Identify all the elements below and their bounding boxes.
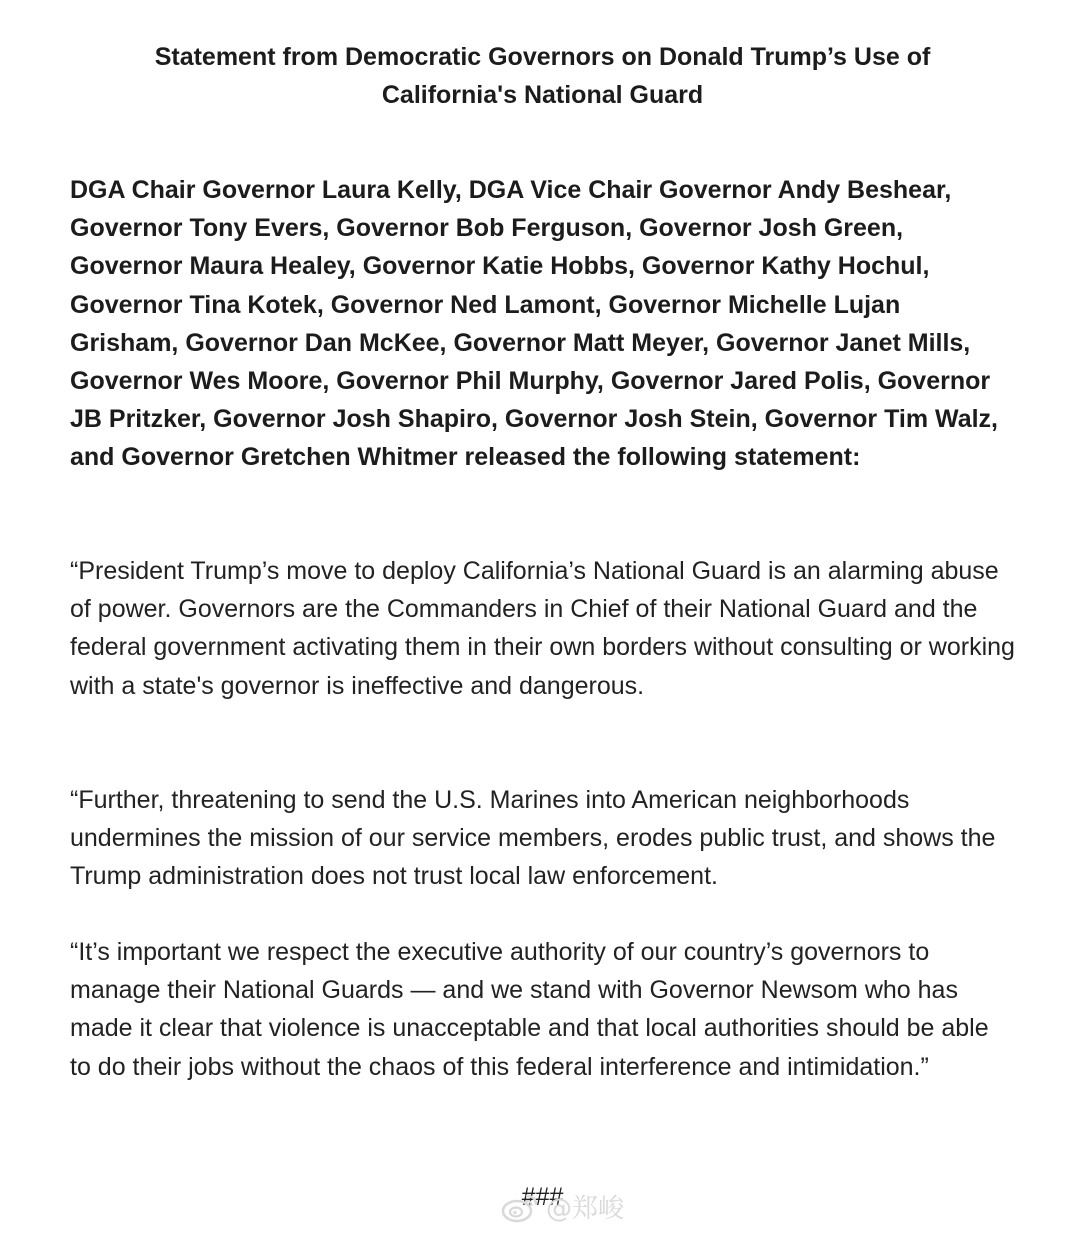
- watermark: [500, 1188, 624, 1225]
- end-mark: ###: [521, 1183, 564, 1211]
- statement-paragraph-1: “President Trump’s move to deploy California’s National Guard is an alarming abuse of power. Governors are the Commanders in Chief of their National Guard and the federal government activating them in their own borders without consulting or working with a state's governor is ineffective and dangerous.: [70, 557, 1015, 700]
- statement-paragraph-3: “It’s important we respect the executive authority of our country’s governors to manage their National Guards — and we stand with Governor Newsom who has made it clear that violence is unacceptable and that local authorities should be able to do their jobs without the chaos of this federal interference and intimidation.”: [70, 938, 989, 1081]
- weibo-logo-icon: [500, 1190, 540, 1224]
- statement-lead: DGA Chair Governor Laura Kelly, DGA Vice Chair Governor Andy Beshear, Governor Tony Evers, Governor Bob Ferguson, Governor Josh Green, Governor Maura Healey, Governor Katie Hobbs, Governor Kathy Hochul, Governor Tina Kotek, Governor Ned Lamont, Governor Michelle Lujan Grisham, Governor Dan McKee, Governor Matt Meyer, Governor Janet Mills, Governor Wes Moore, Governor Phil Murphy, Governor Jared Polis, Governor JB Pritzker, Governor Josh Shapiro, Governor Josh Stein, Governor Tim Walz, and Governor Gretchen Whitmer released the following statement:: [70, 176, 999, 472]
- statement-title: Statement from Democratic Governors on Donald Trump’s Use of California's National Guard: [154, 43, 931, 109]
- statement-paragraph-2: “Further, threatening to send the U.S. Marines into American neighborhoods undermines the mission of our service members, erodes public trust, and shows the Trump administration does not trust local law enforcement.: [70, 786, 996, 891]
- watermark-text: @郑峻: [546, 1194, 625, 1224]
